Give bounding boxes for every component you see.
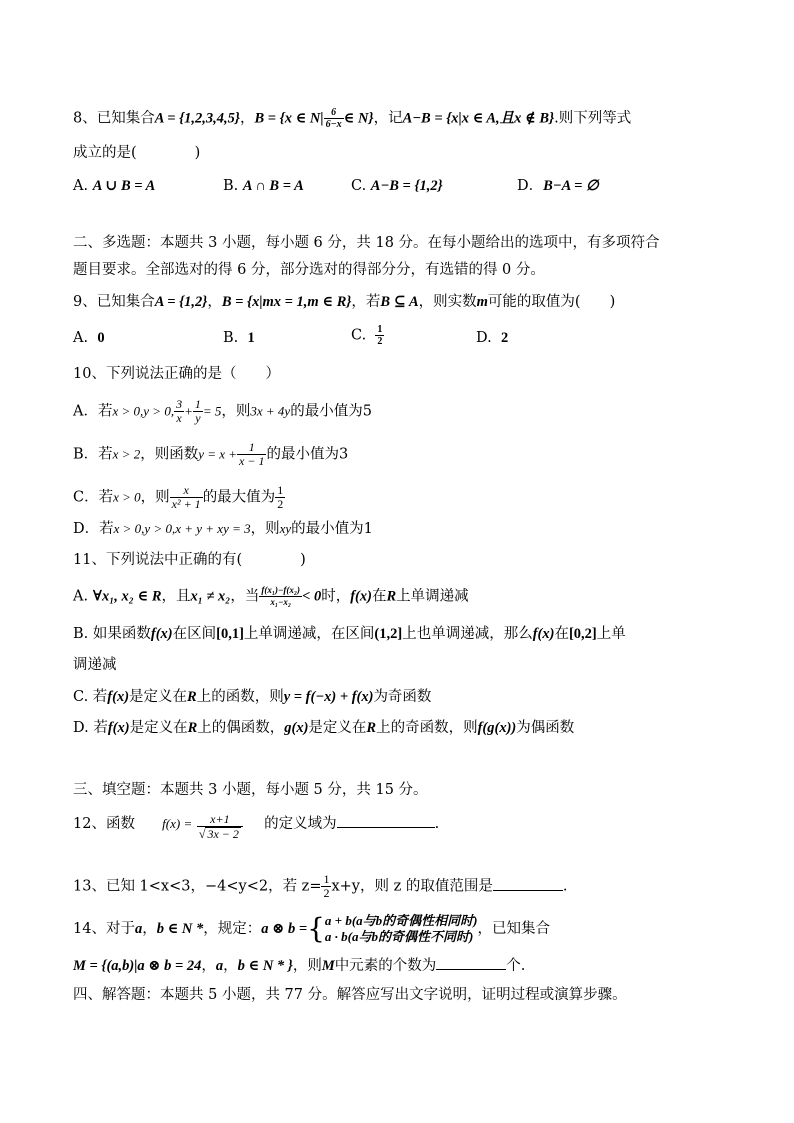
q10-stem: 10、下列说法正确的是（ ） bbox=[73, 366, 280, 382]
q13-end: . bbox=[562, 878, 568, 895]
q11-a-t2: ，当 bbox=[230, 588, 260, 605]
q10-b-mid: ，则函数 bbox=[140, 446, 199, 463]
q9-prefix: 9、已知集合 bbox=[73, 294, 155, 310]
q11-c-a: C. 若 bbox=[73, 689, 108, 705]
q13-answer-blank[interactable] bbox=[493, 875, 563, 891]
q11-a-m1: ∀x₁, x₂ ∈ R bbox=[92, 588, 162, 605]
q10-b-frac-num: 1 bbox=[237, 441, 266, 455]
q9-option-c-label: C. bbox=[351, 327, 367, 344]
q14-l2-t4: 中元素的个数为 bbox=[334, 958, 437, 974]
q10-b-frac-den: x − 1 bbox=[239, 454, 265, 468]
q12-frac-num: x+1 bbox=[197, 813, 243, 827]
q11-option-b-line2: 调递减 bbox=[73, 657, 117, 673]
q10-c-frac-den: x² + 1 bbox=[171, 497, 201, 511]
q10-a-mid: ，则 bbox=[221, 403, 251, 420]
q8-def-post: .则下列等式 bbox=[554, 110, 632, 127]
q14-l2-t3: ，则 bbox=[292, 958, 322, 974]
q10-a-post: 的最小值为5 bbox=[290, 403, 372, 420]
q14-l2-m1: M = {(a,b)|a ⊗ b = 24 bbox=[73, 958, 202, 974]
q8-setB-pre: B = {x ∈ N| bbox=[254, 110, 324, 127]
q11-option-a bbox=[73, 585, 469, 608]
q8-option-d-label: D． bbox=[517, 178, 544, 194]
q8-option-b-label: B. bbox=[223, 178, 239, 194]
q9-setA: A = {1,2} bbox=[154, 294, 208, 310]
q10-a-frac1 bbox=[174, 398, 184, 425]
q10-a-frac2-num: 1 bbox=[194, 397, 201, 411]
q12-frac-den-wrap: √ 3x − 2 bbox=[198, 827, 239, 841]
q11-d-d: 是定义在 bbox=[308, 720, 367, 736]
q14-t1: ， bbox=[142, 921, 157, 937]
q9-option-a-text: 0 bbox=[97, 330, 105, 346]
q10-c-value-frac bbox=[275, 484, 285, 511]
q11-a-m3: < 0 bbox=[302, 588, 322, 605]
q10-c-value-den: 2 bbox=[277, 497, 284, 511]
q10-option-a bbox=[73, 398, 372, 425]
q12-end: . bbox=[434, 816, 440, 832]
q11-b-f: 上单 bbox=[596, 626, 626, 642]
q10-a-plus: + bbox=[184, 403, 193, 419]
q10-a-frac1-den: x bbox=[176, 411, 182, 425]
q8-option-c bbox=[351, 176, 443, 196]
q8-fraction bbox=[324, 107, 344, 130]
q11-a-frac-num: f(x₁)−f(x₂) bbox=[261, 585, 301, 595]
q9-cond: B ⊆ A bbox=[380, 294, 419, 310]
q8-option-a bbox=[73, 176, 155, 196]
q13-frac-num: 1 bbox=[323, 872, 330, 886]
q13-fraction bbox=[321, 873, 331, 900]
q9-option-b-label: B. bbox=[223, 330, 239, 346]
q9-option-a bbox=[73, 328, 105, 348]
q12-pre: 12、函数 bbox=[73, 816, 135, 832]
q12-line bbox=[73, 812, 439, 852]
q9-option-b bbox=[223, 328, 255, 348]
q11-c-b: 是定义在 bbox=[129, 689, 188, 705]
q14-line1 bbox=[73, 913, 550, 945]
q9-option-b-text: 1 bbox=[247, 330, 255, 346]
q11-d-b: 是定义在 bbox=[129, 720, 188, 736]
q14-l2-m3: b ∈ N * } bbox=[237, 958, 293, 974]
q10-option-b bbox=[73, 441, 348, 468]
q14-t2: ，规定： bbox=[203, 921, 262, 937]
q11-d-m4: R bbox=[366, 720, 377, 736]
section2-line1: 二、多选题：本题共 3 小题，每小题 6 分，共 18 分。在每小题给出的选项中，有多项符合 bbox=[73, 235, 660, 251]
q8-option-d-text: B−A = ∅ bbox=[543, 178, 599, 194]
q10-a-frac2 bbox=[193, 398, 203, 425]
q11-d-m2: R bbox=[187, 720, 198, 736]
q8-option-a-label: A. bbox=[73, 178, 89, 194]
q11-d-m5: f(g(x)) bbox=[477, 720, 517, 736]
q14-m2: b ∈ N * bbox=[156, 921, 204, 937]
q12-frac-den: 3x − 2 bbox=[207, 827, 239, 841]
q10-c-value-num: 1 bbox=[277, 483, 284, 497]
q10-a-expr: 3x + 4y bbox=[250, 403, 291, 419]
q13-frac-den: 2 bbox=[323, 886, 330, 900]
q10-b-cond: x > 2 bbox=[112, 446, 141, 462]
q8-option-c-text: A−B = {1,2} bbox=[370, 178, 443, 194]
q11-d-e: 上的奇函数，则 bbox=[376, 720, 478, 736]
q11-b-a: B. 如果函数 bbox=[73, 626, 151, 642]
q10-a-pre: A．若 bbox=[73, 403, 113, 420]
q14-case2: a · b(a与b的奇偶性不同时) bbox=[324, 929, 474, 944]
q9-mid: ，若 bbox=[351, 294, 381, 310]
q14-line2 bbox=[73, 954, 525, 976]
q13-line bbox=[73, 873, 567, 900]
q11-a-m4: f(x) bbox=[350, 588, 372, 605]
q10-b-pre: B．若 bbox=[73, 446, 113, 463]
q11-a-t4: 在 bbox=[371, 588, 387, 605]
q10-c-frac-num: x bbox=[170, 484, 203, 498]
q8-frac-num: 6 bbox=[324, 107, 344, 119]
q8-setA: A = {1,2,3,4,5} bbox=[154, 110, 240, 127]
q9-stem bbox=[73, 292, 615, 312]
q9-option-c bbox=[351, 324, 384, 347]
q14-l2-t1: ， bbox=[201, 958, 216, 974]
q11-b-m1: f(x) bbox=[150, 626, 173, 642]
q11-b-e: 在 bbox=[554, 626, 569, 642]
q11-c-m3: y = f(−x) + f(x) bbox=[283, 689, 374, 705]
q9-option-c-num: 1 bbox=[377, 324, 383, 335]
q14-pre: 14、对于 bbox=[73, 921, 135, 937]
q9-option-d-label: D. bbox=[476, 330, 492, 346]
q11-d-a: D. 若 bbox=[73, 720, 108, 736]
q10-a-frac2-den: y bbox=[195, 411, 201, 425]
q14-brace: { bbox=[307, 912, 325, 945]
q10-c-mid: ，则 bbox=[140, 489, 170, 506]
q10-c-frac bbox=[170, 484, 203, 511]
q11-c-m2: R bbox=[187, 689, 197, 705]
q10-c-cond: x > 0 bbox=[113, 489, 141, 505]
q14-l2-end: 个. bbox=[506, 958, 526, 974]
q14-case1: a + b(a与b的奇偶性相同时) bbox=[324, 913, 478, 928]
q14-m3: a ⊗ b = bbox=[261, 921, 308, 937]
q9-option-c-fraction bbox=[375, 324, 384, 347]
q10-d-post: 的最小值为1 bbox=[291, 521, 373, 537]
q11-a-t5: 上单调递减 bbox=[396, 588, 469, 605]
q11-option-b-line1 bbox=[73, 624, 626, 644]
q14-l2-m2: a bbox=[215, 958, 224, 974]
q10-a-cond: x > 0,y > 0, bbox=[112, 403, 175, 419]
q11-c-c: 上的函数，则 bbox=[196, 689, 284, 705]
section2-line2: 题目要求。全部选对的得 6 分，部分选对的得部分分，有选错的得 0 分。 bbox=[73, 262, 545, 278]
q10-d-pre: D．若 bbox=[73, 521, 114, 537]
q8-def: A−B = {x|x ∈ A,且x ∉ B} bbox=[402, 110, 555, 127]
q10-a-frac1-num: 3 bbox=[176, 397, 183, 411]
q14-answer-blank[interactable] bbox=[436, 954, 506, 970]
q11-b-c: 上单调递减，在区间 bbox=[243, 626, 375, 642]
q10-a-eq: = 5 bbox=[202, 403, 222, 419]
q11-b-m5: [0,2] bbox=[568, 626, 597, 642]
q14-m1: a bbox=[134, 921, 143, 937]
q9-mid2: ，则实数 bbox=[418, 294, 477, 310]
q11-a-frac-den: x₁−x₂ bbox=[270, 597, 292, 607]
q11-d-c: 上的偶函数， bbox=[197, 720, 285, 736]
q13-pre: 13、已知 1<x<3，−4<y<2，若 z= bbox=[73, 878, 322, 895]
q10-c-pre: C．若 bbox=[73, 489, 114, 506]
q9-var: m bbox=[476, 294, 488, 310]
q9-option-d-text: 2 bbox=[500, 330, 509, 346]
q10-d-cond: x > 0,y > 0,x + y + xy = 3 bbox=[113, 521, 251, 536]
q11-a-pre: A. bbox=[73, 588, 89, 605]
q11-b-b: 在区间 bbox=[172, 626, 217, 642]
q11-a-m5: R bbox=[386, 588, 397, 605]
q14-l2-t2: ， bbox=[223, 958, 238, 974]
q8-frac-den: 6−x bbox=[325, 119, 342, 130]
q11-a-t1: ，且 bbox=[161, 588, 191, 605]
q8-option-d bbox=[517, 176, 599, 196]
q11-d-f: 为偶函数 bbox=[516, 720, 575, 736]
q12-post: 的定义域为 bbox=[264, 816, 337, 832]
q8-prefix: 8、已知集合 bbox=[73, 110, 155, 127]
q10-option-d bbox=[73, 519, 373, 539]
q9-option-a-label: A. bbox=[73, 330, 89, 346]
q8-setB-post: ∈ N} bbox=[343, 110, 374, 127]
q8-option-b-text: A ∩ B = A bbox=[242, 178, 304, 194]
q8-sep: ， bbox=[239, 110, 255, 127]
q10-b-frac bbox=[237, 441, 266, 468]
q12-fraction bbox=[197, 813, 243, 841]
q8-option-c-label: C. bbox=[351, 178, 367, 194]
q10-d-expr: xy bbox=[279, 521, 292, 536]
q11-b-d: 上也单调递减，那么 bbox=[402, 626, 533, 642]
q11-c-m1: f(x) bbox=[107, 689, 130, 705]
q8-option-b bbox=[223, 176, 304, 196]
q11-c-d: 为奇函数 bbox=[373, 689, 432, 705]
q14-l2-m4: M bbox=[321, 958, 335, 974]
q8-line2: 成立的是( ) bbox=[73, 145, 201, 161]
q9-setB: B = {x|mx = 1,m ∈ R} bbox=[221, 294, 352, 310]
q10-b-post: 的最小值为3 bbox=[266, 446, 349, 463]
q8-def-pre: ，记 bbox=[373, 110, 403, 127]
q10-d-mid: ，则 bbox=[250, 521, 280, 537]
q12-answer-blank[interactable] bbox=[337, 812, 435, 828]
q11-stem: 11、下列说法中正确的有( ) bbox=[73, 552, 306, 568]
q10-b-expr: y = x + bbox=[198, 446, 238, 462]
q11-b-m2: [0,1] bbox=[216, 626, 244, 642]
q9-sep: ， bbox=[207, 294, 222, 310]
q8-line1 bbox=[73, 107, 631, 130]
q8-option-a-text: A ∪ B = A bbox=[92, 178, 156, 194]
q9-suffix: 可能的取值为( ) bbox=[487, 294, 616, 310]
q9-option-d bbox=[476, 328, 508, 348]
q9-option-c-den: 2 bbox=[377, 336, 383, 347]
q11-b-m3: (1,2] bbox=[374, 626, 403, 642]
q10-option-c bbox=[73, 484, 285, 511]
q11-d-m1: f(x) bbox=[107, 720, 130, 736]
q10-c-post: 的最大值为 bbox=[202, 489, 276, 506]
q11-a-m2: x₁ ≠ x₂ bbox=[190, 588, 231, 605]
q11-option-d bbox=[73, 718, 574, 738]
q14-cases bbox=[325, 913, 478, 945]
section3-title: 三、填空题：本题共 3 小题，每小题 5 分，共 15 分。 bbox=[73, 782, 428, 798]
q12-fx: f(x) = bbox=[162, 816, 193, 831]
section4-title: 四、解答题：本题共 5 小题，共 77 分。解答应写出文字说明，证明过程或演算步骤。 bbox=[73, 987, 627, 1003]
q11-d-m3: g(x) bbox=[284, 720, 309, 736]
q14-t3: ，已知集合 bbox=[477, 921, 550, 937]
q13-mid: x+y，则 z 的取值范围是 bbox=[331, 878, 493, 895]
q11-a-frac bbox=[259, 585, 302, 608]
q11-b-m4: f(x) bbox=[532, 626, 555, 642]
q11-a-t3: 时， bbox=[321, 588, 351, 605]
q11-option-c bbox=[73, 687, 431, 707]
